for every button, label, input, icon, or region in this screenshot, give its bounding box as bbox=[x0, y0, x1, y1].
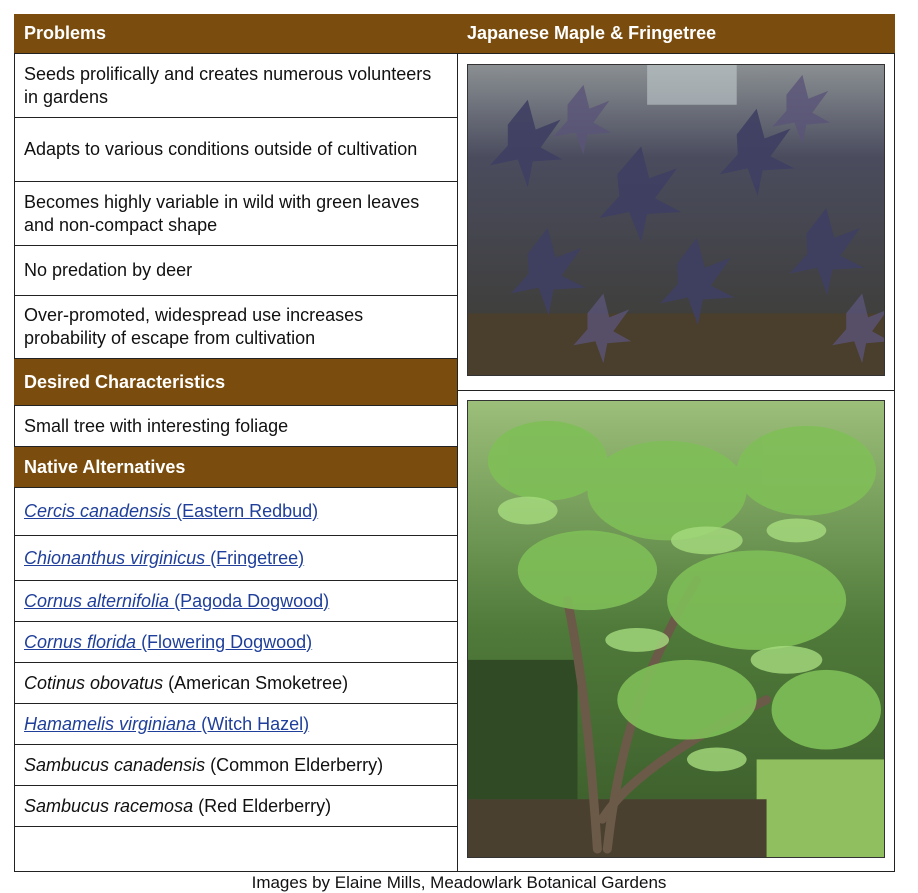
common-name: (Pagoda Dogwood) bbox=[169, 590, 330, 611]
alternative-link[interactable] bbox=[24, 631, 312, 654]
alternative-row bbox=[14, 536, 457, 581]
photo-credit-caption: Images by Elaine Mills, Meadowlark Botanical Gardens bbox=[251, 873, 667, 892]
common-name: (Witch Hazel) bbox=[196, 713, 310, 734]
problem-row: Over-promoted, widespread use increases probability of escape from cultivation bbox=[14, 296, 457, 359]
common-name: (American Smoketree) bbox=[163, 672, 349, 693]
common-name: (Flowering Dogwood) bbox=[136, 631, 313, 652]
alternative-row bbox=[14, 488, 457, 536]
alternative-link[interactable] bbox=[24, 547, 304, 570]
alternative-link[interactable] bbox=[24, 500, 318, 523]
problems-header: Problems bbox=[14, 14, 457, 54]
alternative-text bbox=[24, 754, 383, 777]
problem-row: No predation by deer bbox=[14, 246, 457, 296]
desired-row: Small tree with interesting foliage bbox=[14, 406, 457, 447]
species-name: Hamamelis virginiana bbox=[24, 713, 197, 734]
problem-row: Adapts to various conditions outside of cultivation bbox=[14, 118, 457, 182]
alternative-text bbox=[24, 795, 331, 818]
alternative-row bbox=[14, 745, 457, 786]
japanese-maple-photo bbox=[467, 64, 885, 376]
alternative-row bbox=[14, 786, 457, 827]
alternative-row bbox=[14, 622, 457, 663]
alternative-row bbox=[14, 663, 457, 704]
species-name: Sambucus racemosa bbox=[24, 795, 194, 816]
alternative-link[interactable] bbox=[24, 590, 329, 613]
alternative-text bbox=[24, 672, 348, 695]
alternative-link[interactable] bbox=[24, 713, 309, 736]
common-name: (Eastern Redbud) bbox=[171, 501, 319, 521]
photo-column bbox=[457, 14, 895, 872]
fringetree-photo bbox=[467, 400, 885, 858]
species-name: Cornus alternifolia bbox=[24, 590, 170, 611]
alternative-row bbox=[14, 581, 457, 622]
species-name: Chionanthus virginicus bbox=[24, 547, 206, 568]
problem-row: Becomes highly variable in wild with green leaves and non-compact shape bbox=[14, 182, 457, 246]
species-name: Cercis canadensis bbox=[24, 501, 172, 521]
species-name: Sambucus canadensis bbox=[24, 754, 206, 775]
common-name: (Fringetree) bbox=[205, 547, 305, 568]
info-column bbox=[14, 14, 458, 872]
desired-header: Desired Characteristics bbox=[14, 359, 457, 406]
photos-header: Japanese Maple & Fringetree bbox=[457, 14, 895, 54]
alternative-row bbox=[14, 704, 457, 745]
common-name: (Common Elderberry) bbox=[205, 754, 384, 775]
species-name: Cornus florida bbox=[24, 631, 137, 652]
species-name: Cotinus obovatus bbox=[24, 672, 164, 693]
problem-row: Seeds prolifically and creates numerous volunteers in gardens bbox=[14, 54, 457, 118]
common-name: (Red Elderberry) bbox=[193, 795, 332, 816]
alternatives-header: Native Alternatives bbox=[14, 447, 457, 488]
